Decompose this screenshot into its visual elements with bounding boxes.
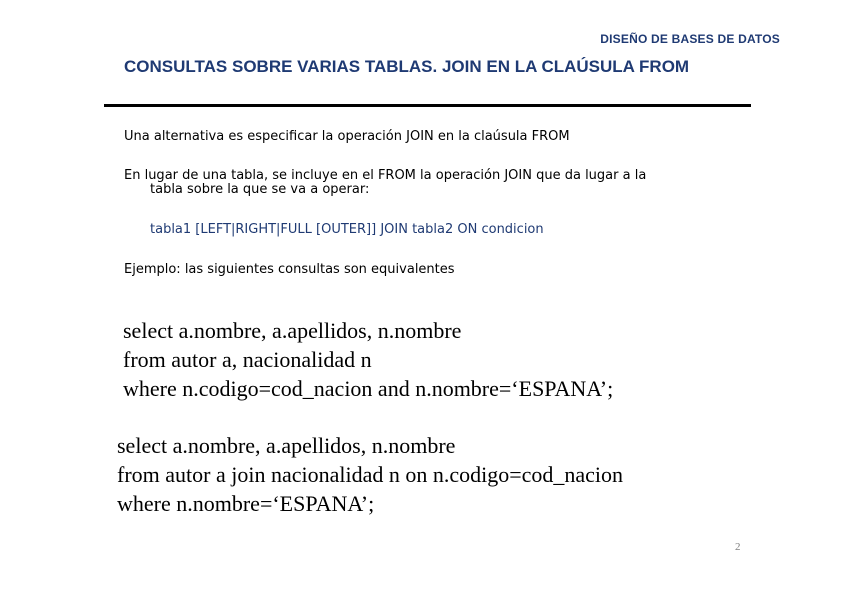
sql-query-1-line-from: from autor a, nacionalidad n (123, 347, 372, 372)
paragraph-from-join (124, 169, 724, 197)
sql-query-2 (117, 431, 623, 518)
paragraph-from-join-line1: En lugar de una tabla, se incluye en el FROM la operación JOIN que da lugar a la (124, 168, 647, 183)
paragraph-example: Ejemplo: las siguientes consultas son equivalentes (124, 262, 455, 277)
sql-query-2-line-where: where n.nombre=‘ESPANA’; (117, 491, 375, 516)
paragraph-from-join-line2: tabla sobre la que se va a operar: (150, 182, 370, 197)
page-number: 2 (735, 541, 741, 553)
paragraph-alternative: Una alternativa es especificar la operación JOIN en la claúsula FROM (124, 129, 570, 144)
sql-query-1-line-select: select a.nombre, a.apellidos, n.nombre (123, 318, 462, 343)
title-divider (104, 104, 751, 107)
sql-query-2-line-select: select a.nombre, a.apellidos, n.nombre (117, 433, 456, 458)
sql-query-1 (123, 316, 613, 403)
slide-title: CONSULTAS SOBRE VARIAS TABLAS. JOIN EN LA CLAÚSULA FROM (124, 57, 690, 76)
course-name: DISEÑO DE BASES DE DATOS (600, 32, 780, 46)
join-syntax: tabla1 [LEFT|RIGHT|FULL [OUTER]] JOIN tabla2 ON condicion (150, 222, 544, 237)
sql-query-2-line-from: from autor a join nacionalidad n on n.codigo=cod_nacion (117, 462, 624, 487)
sql-query-1-line-where: where n.codigo=cod_nacion and n.nombre=‘ESPANA’; (123, 376, 614, 401)
